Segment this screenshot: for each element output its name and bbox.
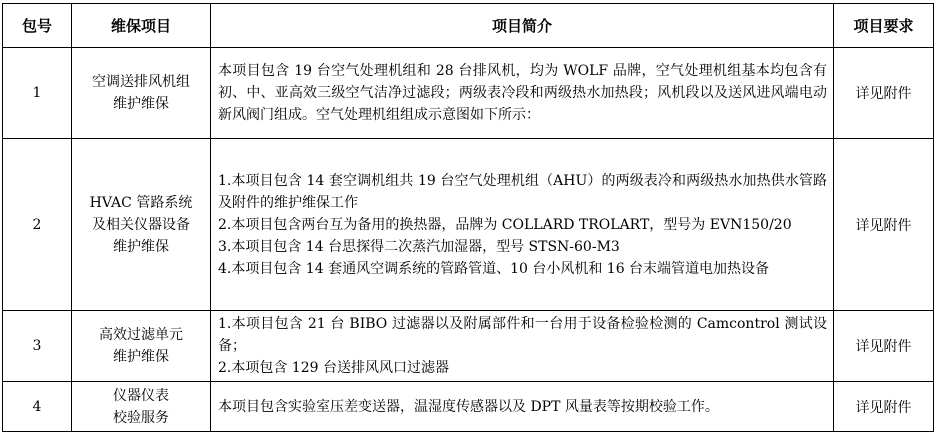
summary-paragraph: 1.本项目包含 21 台 BIBO 过滤器以及附属部件和一台用于设备检验检测的 Camcontrol 测试设备； — [218, 316, 827, 354]
maintenance-table — [2, 3, 934, 432]
header-maintenance-item: 维保项目 — [72, 4, 211, 48]
summary-paragraph: 1.本项目包含 14 套空调机组共 19 台空气处理机组（AHU）的两级表冷和两级热水加热供水管路及附件的维护维保工作 — [218, 172, 827, 211]
item-name-line: 校验服务 — [113, 409, 169, 426]
item-name-line: 维护维保 — [113, 349, 169, 365]
item-summary — [211, 382, 834, 432]
item-name — [72, 382, 211, 432]
item-summary — [211, 48, 834, 139]
summary-paragraph: 2.本项目包含两台互为备用的换热器，品牌为 COLLARD TROLART，型号为 EVN150/20 — [218, 216, 792, 233]
header-row — [3, 4, 934, 48]
table-row — [3, 311, 934, 382]
item-name — [72, 48, 211, 139]
item-requirement: 详见附件 — [834, 382, 934, 432]
item-name — [72, 139, 211, 311]
item-requirement: 详见附件 — [834, 139, 934, 311]
table-row — [3, 382, 934, 432]
table-row — [3, 48, 934, 139]
item-name — [72, 311, 211, 382]
summary-paragraph: 4.本项目包含 14 套通风空调系统的管路管道、10 台小风机和 16 台末端管道电加热设备 — [218, 260, 770, 277]
package-no: 2 — [3, 139, 72, 311]
package-no: 4 — [3, 382, 72, 432]
item-requirement: 详见附件 — [834, 311, 934, 382]
header-project-requirement: 项目要求 — [834, 4, 934, 48]
item-name-line: 高效过滤单元 — [99, 327, 183, 343]
table-row — [3, 139, 934, 311]
header-package-no: 包号 — [3, 4, 72, 48]
item-requirement: 详见附件 — [834, 48, 934, 139]
package-no: 1 — [3, 48, 72, 139]
summary-paragraph: 3.本项目包含 14 台思探得二次蒸汽加湿器，型号 STSN-60-M3 — [218, 238, 620, 255]
item-summary — [211, 311, 834, 382]
item-summary — [211, 139, 834, 311]
summary-paragraph: 本项目包含实验室压差变送器，温湿度传感器以及 DPT 风量表等按期校验工作。 — [218, 398, 719, 415]
item-name-line: 仪器仪表 — [113, 387, 169, 404]
item-name-line: 维护维保 — [113, 238, 169, 255]
item-name-line: 空调送排风机组 — [92, 74, 190, 90]
summary-paragraph: 2.本项包含 129 台送排风风口过滤器 — [218, 360, 449, 376]
item-name-line: HVAC 管路系统 — [89, 194, 193, 211]
item-name-line: 及相关仪器设备 — [92, 216, 190, 233]
item-name-line: 维护维保 — [113, 96, 169, 112]
package-no: 3 — [3, 311, 72, 382]
header-project-summary: 项目简介 — [211, 4, 834, 48]
summary-paragraph: 本项目包含 19 台空气处理机组和 28 台排风机，均为 WOLF 品牌，空气处理机组基本均包含有初、中、亚高效三级空气洁净过滤段；两级表冷段和两级热水加热段；风机段以及送风进风端电动新风阀门组成。空气处理机组组成示意图如下所示： — [218, 63, 827, 123]
